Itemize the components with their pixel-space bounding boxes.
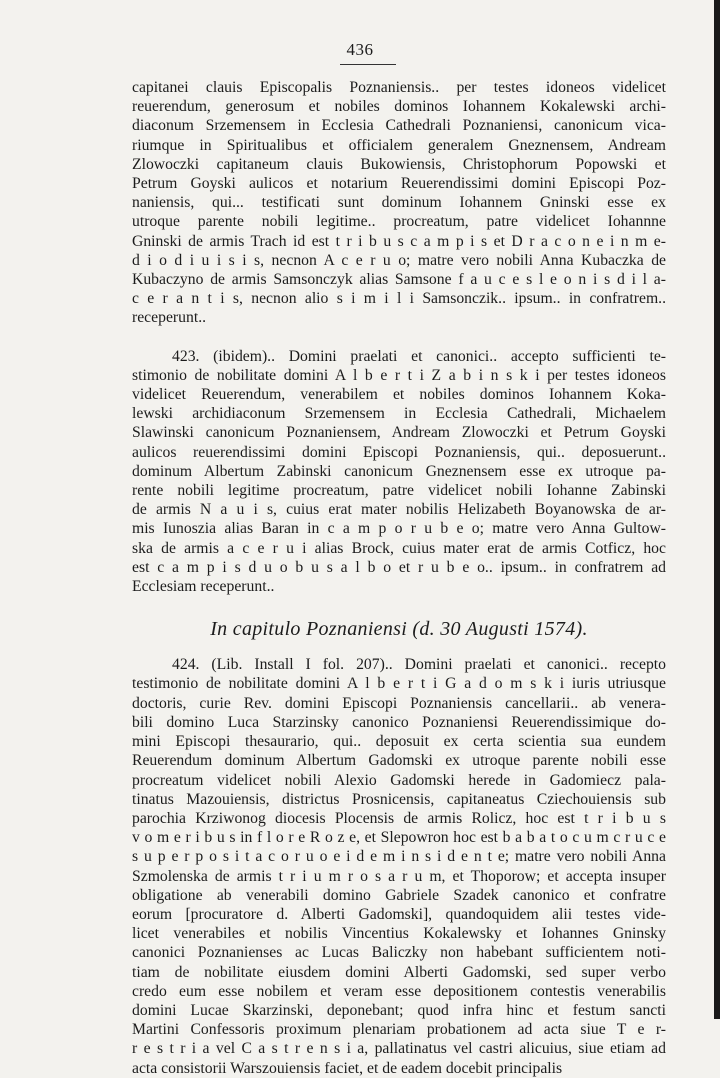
text-line: diaconum Srzemensem in Ecclesia Cathedrali Poznaniensi, canonicum vica- (132, 117, 666, 135)
text-line: utroque parente nobili legitime.. procreatum, patre videlicet Iohannne (132, 213, 666, 231)
text-line: ska de armis a c e r u i alias Brock, cuius mater erat de armis Cotficz, hoc (132, 539, 666, 557)
paragraph-gap (132, 328, 666, 347)
text-line: Ecclesiam receperunt.. (132, 578, 275, 596)
text-line: licet venerabiles et nobilis Vincentius Kokalewsky et Iohannes Gninsky (132, 925, 666, 943)
text-line: receperunt.. (132, 309, 207, 327)
document-body (132, 78, 666, 1078)
text-line: credo eum esse nobilem et veram esse depositionem contestis venerabilis (132, 982, 666, 1000)
text-line: testimonio de nobilitate domini A l b e r t i G a d o m s k i iuris utriusque (132, 675, 666, 693)
text-line: Kubaczyno de armis Samsonczyk alias Samsone f a u c e s l e o n i s d i l a- (132, 271, 666, 289)
text-line: 424. (Lib. Install I fol. 207).. Domini praelati et canonici.. recepto (172, 656, 666, 674)
text-line: aulicos reuerendissimi domini Episcopi Poznaniensis, qui.. deposuerunt.. (132, 443, 666, 461)
text-line: domini Lucae Skarzinski, deponebant; quod infra hinc et festum sancti (132, 1001, 666, 1019)
text-line: v o m e r i b u s in f l o r e R o z e, et Slepowron hoc est b a b a t o c u m c r u c e (132, 829, 666, 847)
text-line: canonici Poznanienses ac Lucas Baliczky non habebant sufficientem noti- (132, 944, 666, 962)
text-line: dominum Albertum Zabinski canonicum Gneznensem esse ex utroque pa- (132, 462, 666, 480)
text-line: doctoris, curie Rev. domini Episcopi Poznaniensis cancellarii.. ab venera- (132, 694, 666, 712)
text-line: Zlowoczki capitaneum clauis Bukowiensis, Christophorum Popowski et (132, 155, 666, 173)
text-line: riumque in Spiritualibus et officialem generalem Gneznensem, Andream (132, 136, 666, 154)
text-line: Szmolenska de armis t r i u m r o s a r u m, et Thoporow; et accepta insuper (132, 867, 666, 885)
text-line: videlicet Reuerendum, venerabilem et nobiles dominos Iohannem Koka- (132, 386, 666, 404)
page-edge-shadow (714, 0, 720, 1019)
text-line: tiam de nobilitate eiusdem domini Alberti Gadomski, sed super verbo (132, 963, 666, 981)
text-line: Martini Confessoris proximum plenariam probationem ad acta siue T e r- (132, 1021, 666, 1039)
text-line: capitanei clauis Episcopalis Poznaniensis.. per testes idoneos videlicet (132, 79, 666, 96)
text-line: parochia Krziwonog diocesis Plocensis de armis Rolicz, hoc est t r i b u s (132, 809, 666, 827)
text-line: Slawinski canonicum Poznaniensem, Andream Zlowoczki et Petrum Goyski (132, 424, 666, 442)
text-line: procreatum videlicet nobili Alexio Gadomski herede in Gadomiecz pala- (132, 771, 666, 789)
paragraph-423 (132, 347, 666, 597)
paragraph-424 (132, 655, 666, 1077)
page-number: 436 (346, 40, 374, 59)
text-line: obligatione ab venerabili domino Gabriele Szadek canonico et confratre (132, 886, 666, 904)
text-line: de armis N a u i s, cuius erat mater nobilis Helizabeth Boyanowska de ar- (132, 501, 666, 519)
text-line: bili domino Luca Starzinsky canonico Poznaniensi Reuerendissimique do- (132, 713, 666, 731)
text-line: Reuerendum dominum Albertum Gadomski ex utroque parente nobili esse (132, 752, 666, 770)
text-line: r e s t r i a vel C a s t r e n s i a, pallatinatus vel castri alicuius, siue etiam ad (132, 1040, 666, 1058)
text-line: est c a m p i s d u o b u s a l b o et r u b e o.. ipsum.. in confratrem ad (132, 558, 666, 576)
text-line: naniensis, qui... testificati sunt dominum Iohannem Gninski esse ex (132, 194, 666, 212)
text-line: 423. (ibidem).. Domini praelati et canonici.. accepto sufficienti te- (172, 347, 666, 365)
section-heading: In capitulo Poznaniensi (d. 30 Augusti 1574). (210, 618, 588, 641)
text-line: s u p e r p o s i t a c o r u o e i d e m i n s i d e n t e; matre vero nobili Anna (132, 848, 666, 866)
text-line: d i o d i u i s i s, necnon A c e r u o; matre vero nobili Anna Kubaczka de (132, 251, 666, 269)
text-line: reuerendum, generosum et nobiles dominos Iohannem Kokalewski archi- (132, 98, 666, 116)
text-line: Petrum Goyski aulicos et notarium Reuerendissimi domini Episcopi Poz- (132, 175, 666, 193)
text-line: rente nobili legitime procreatum, patre videlicet nobili Iohanne Zabinski (132, 482, 666, 500)
text-line: lewski archidiaconum Srzemensem in Ecclesia Cathedrali, Michaelem (132, 405, 666, 423)
text-line: mini Episcopi thesaurario, qui.. deposuit ex certa scientia sua eundem (132, 733, 666, 751)
text-line: acta consistorii Warszouiensis faciet, et de eadem docebit principalis (132, 1059, 563, 1077)
page-number-rule (340, 64, 396, 65)
text-line: mis Iunoszia alias Baran in c a m p o r u b e o; matre vero Anna Gultow- (132, 520, 666, 538)
text-line: c e r a n t i s, necnon alio s i m i l i Samsonczik.. ipsum.. in confratrem.. (132, 290, 666, 308)
paragraph-gap (132, 596, 666, 618)
text-line: Gninski de armis Trach id est t r i b u s c a m p i s et D r a c o n e i n m e- (132, 232, 666, 250)
text-line: eorum [procuratore d. Alberti Gadomski], quandoquidem alii testes vide- (132, 905, 666, 923)
paragraph-421-continued (132, 78, 666, 328)
text-line: stimonio de nobilitate domini A l b e r t i Z a b i n s k i per testes idoneos (132, 366, 666, 384)
text-line: tinatus Mazouiensis, districtus Prosnicensis, capitaneatus Cziechouiensis sub (132, 790, 666, 808)
paragraph-gap (132, 641, 666, 655)
